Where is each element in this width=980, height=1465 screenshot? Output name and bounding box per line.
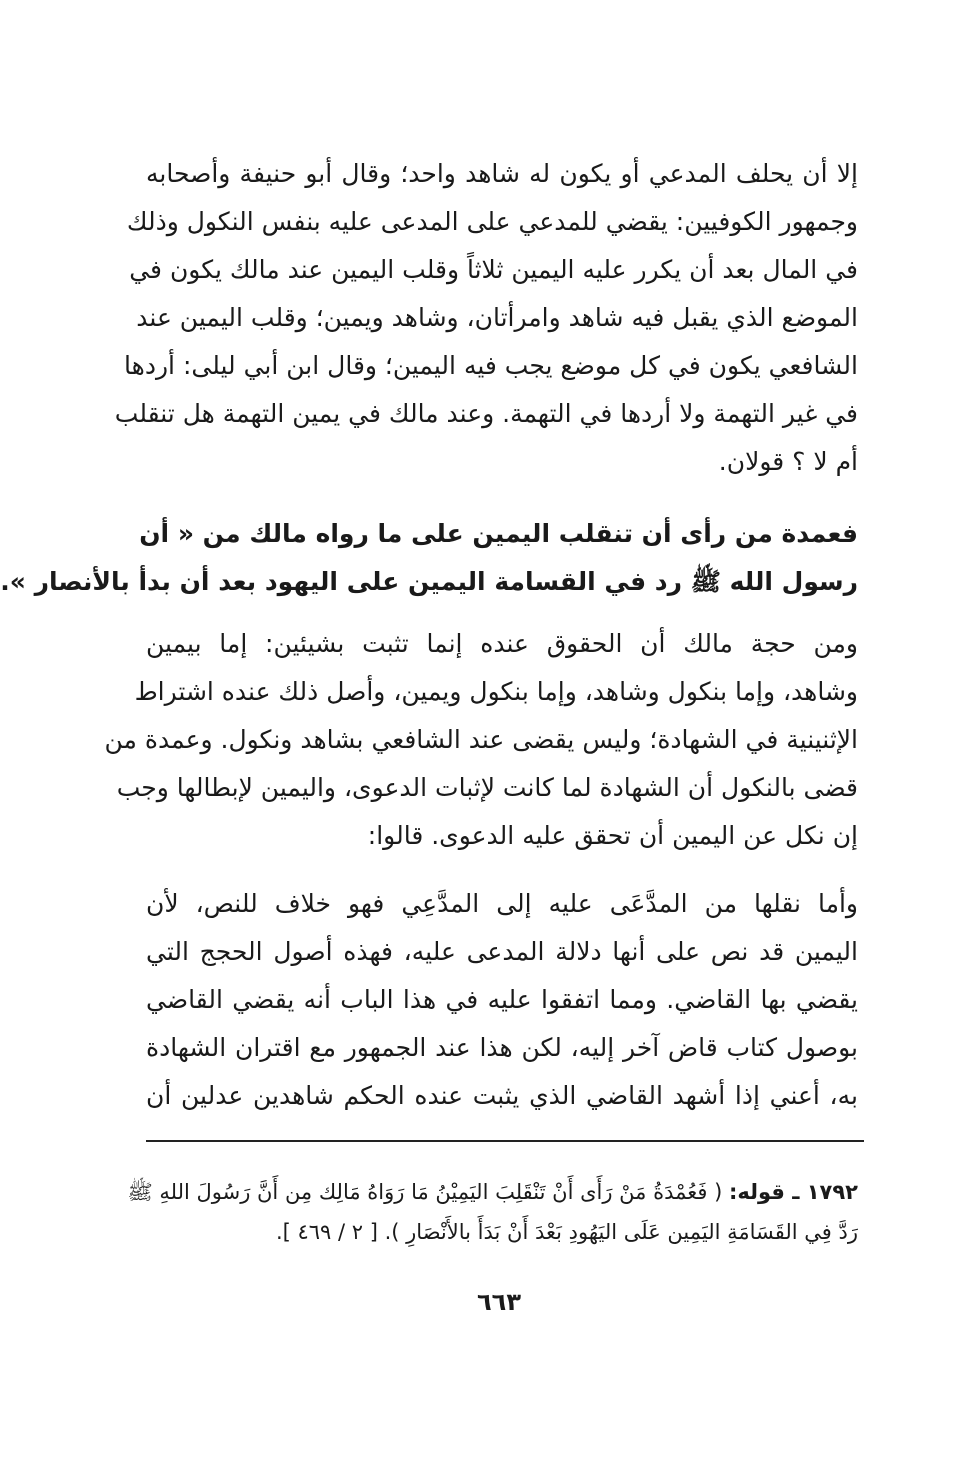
footnote-text: ( فَعُمْدَةُ مَنْ رَأَى أَنْ تَنْقَلِبَ اليَمِيْنُ مَا رَوَاهُ مَالِك مِن أَنَّ رَسُولَ اللهِ ﷺ bbox=[127, 1180, 723, 1204]
text-line: وشاهد، وإما بنكول وشاهد، وإما بنكول ويمين، وأصل ذلك عنده اشتراط bbox=[134, 677, 858, 706]
paragraph-2-bold bbox=[0, 510, 858, 606]
text-line: إن نكل عن اليمين أن تحقق عليه الدعوى. قالوا: bbox=[367, 821, 858, 850]
page-number: ٦٦٣ bbox=[477, 1288, 521, 1316]
text-line: وأما نقلها من المدَّعَى عليه إلى المدَّعِي فهو خلاف للنص، لأن bbox=[146, 889, 858, 918]
text-line: إلا أن يحلف المدعي أو يكون له شاهد واحد؛ وقال أبو حنيفة وأصحابه bbox=[146, 159, 858, 188]
text-line: أم لا ؟ قولان. bbox=[718, 447, 858, 476]
paragraph-4 bbox=[146, 880, 858, 1120]
text-line: الإثنينية في الشهادة؛ وليس يقضى عند الشافعي بشاهد ونكول. وعمدة من bbox=[104, 725, 858, 754]
text-line: فعمدة من رأى أن تنقلب اليمين على ما رواه مالك من « أن bbox=[139, 519, 858, 548]
text-line: يقضي بها القاضي. ومما اتفقوا عليه في هذا الباب أنه يقضي القاضي bbox=[146, 985, 858, 1014]
footnote-divider bbox=[146, 1140, 864, 1142]
text-line: رسول الله ﷺ رد في القسامة اليمين على اليهود بعد أن بدأ بالأنصار ». bbox=[0, 567, 858, 596]
paragraph-1 bbox=[114, 150, 858, 486]
text-line: في المال بعد أن يكرر عليه اليمين ثلاثاً وقلب اليمين عند مالك يكون في bbox=[129, 255, 858, 284]
text-line: به، أعني إذا أشهد القاضي الذي يثبت عنده الحكم شاهدين عدلين أن bbox=[146, 1081, 858, 1110]
footnote-line bbox=[127, 1172, 858, 1212]
text-line: الموضع الذي يقبل فيه شاهد وامرأتان، وشاهد ويمين؛ وقلب اليمين عند bbox=[136, 303, 858, 332]
text-line: الشافعي يكون في كل موضع يجب فيه اليمين؛ وقال ابن أبي ليلى: أردها bbox=[124, 351, 858, 380]
text-line: اليمين قد نص على أنها دلالة المدعى عليه، فهذه أصول الحجج التي bbox=[146, 937, 858, 966]
text-line: في غير التهمة ولا أردها في التهمة. وعند مالك في يمين التهمة هل تنقلب bbox=[114, 399, 858, 428]
footnote-number: ١٧٩٢ ـ قوله: bbox=[728, 1180, 858, 1204]
paragraph-3 bbox=[104, 620, 858, 860]
footnote bbox=[127, 1172, 858, 1252]
footnote-line: رَدَّ فِي القَسَامَةِ اليَمِين عَلَى اليَهُودِ بَعْدَ أَنْ بَدَأَ بالأَنْصَارِ ). [ ٢ / ٤٦٩ ]. bbox=[275, 1220, 858, 1244]
text-line: بوصول كتاب قاض آخر إليه، لكن هذا عند الجمهور مع اقتران الشهادة bbox=[146, 1033, 858, 1062]
text-line: قضى بالنكول أن الشهادة لما كانت لإثبات الدعوى، واليمين لإبطالها وجب bbox=[116, 773, 858, 802]
text-line: ومن حجة مالك أن الحقوق عنده إنما تثبت بشيئين: إما بيمين bbox=[146, 629, 858, 658]
text-line: وجمهور الكوفيين: يقضي للمدعي على المدعى عليه بنفس النكول وذلك bbox=[126, 207, 858, 236]
